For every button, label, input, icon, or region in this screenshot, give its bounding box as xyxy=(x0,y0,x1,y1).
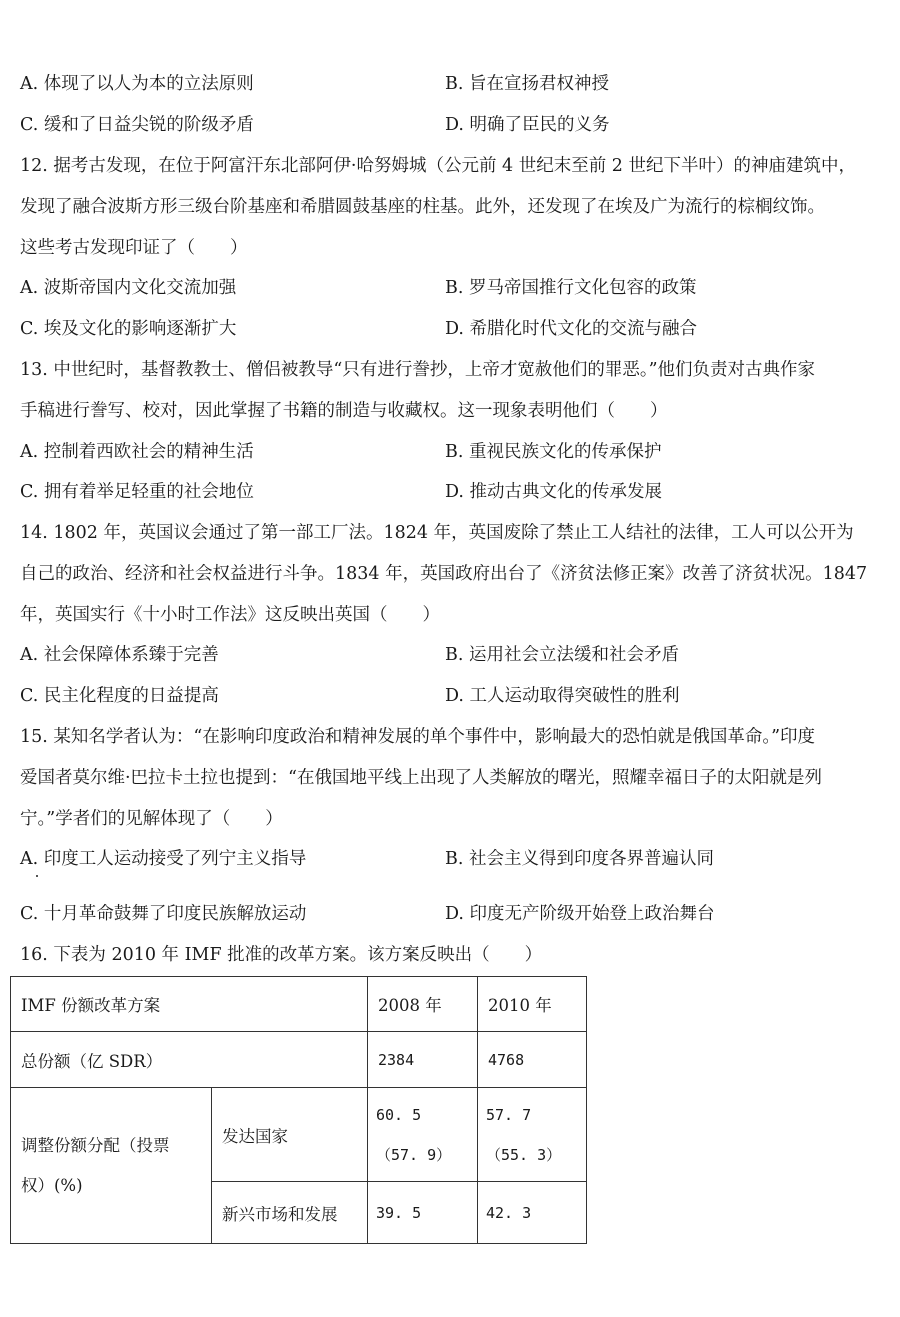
q13-stem-line1: 13. 中世纪时，基督教教士、僧侣被教导“只有进行誊抄，上帝才宽赦他们的罪恶。”他们负责对古典作家 xyxy=(20,360,816,380)
table-row xyxy=(11,1032,587,1088)
q11-option-c: C. 缓和了日益尖锐的阶级矛盾 xyxy=(20,115,254,135)
q14-stem-line1: 14. 1802 年，英国议会通过了第一部工厂法。1824 年，英国废除了禁止工人结社的法律，工人可以公开为 xyxy=(20,523,854,543)
q16-stem-line1: 16. 下表为 2010 年 IMF 批准的改革方案。该方案反映出（ ） xyxy=(20,945,543,965)
q11-option-d: D. 明确了臣民的义务 xyxy=(445,115,610,135)
q12-option-c: C. 埃及文化的影响逐渐扩大 xyxy=(20,319,237,339)
developed-2010-quota: 57. 7 xyxy=(486,1105,532,1124)
q13-stem-line2: 手稿进行誊写、校对，因此掌握了书籍的制造与收藏权。这一现象表明他们（ ） xyxy=(20,401,668,421)
q14-option-d: D. 工人运动取得突破性的胜利 xyxy=(445,686,680,706)
q15-stem-line2: 爱国者莫尔维·巴拉卡土拉也提到：“在俄国地平线上出现了人类解放的曙光，照耀幸福日子的太阳就是列 xyxy=(20,768,823,788)
stray-dot xyxy=(36,875,38,877)
q11-option-b: B. 旨在宣扬君权神授 xyxy=(445,74,609,94)
q11-option-a: A. 体现了以人为本的立法原则 xyxy=(20,74,254,94)
table-cell-developed-2008 xyxy=(368,1088,478,1182)
q12-stem-line3: 这些考古发现印证了（ ） xyxy=(20,238,248,258)
table-cell-total-2010: 4768 xyxy=(478,1032,587,1088)
q12-option-b: B. 罗马帝国推行文化包容的政策 xyxy=(445,278,697,298)
q12-option-d: D. 希腊化时代文化的交流与融合 xyxy=(445,319,698,339)
q12-stem-line1: 12. 据考古发现，在位于阿富汗东北部阿伊·哈努姆城（公元前 4 世纪末至前 2 世纪下半叶）的神庙建筑中， xyxy=(20,156,856,176)
q13-option-b: B. 重视民族文化的传承保护 xyxy=(445,442,662,462)
table-cell-emerging-2008: 39. 5 xyxy=(368,1182,478,1244)
q15-option-d: D. 印度无产阶级开始登上政治舞台 xyxy=(445,904,715,924)
q12-option-a: A. 波斯帝国内文化交流加强 xyxy=(20,278,237,298)
table-cell-developed-2010 xyxy=(478,1088,587,1182)
developed-2008-quota: 60. 5 xyxy=(376,1105,422,1124)
table-header-2008: 2008 年 xyxy=(368,977,478,1032)
q14-option-a: A. 社会保障体系臻于完善 xyxy=(20,645,219,665)
table-cell-emerging-2010: 42. 3 xyxy=(478,1182,587,1244)
q13-option-d: D. 推动古典文化的传承发展 xyxy=(445,482,663,502)
table-cell-total-label: 总份额（亿 SDR） xyxy=(11,1032,368,1088)
q14-option-c: C. 民主化程度的日益提高 xyxy=(20,686,219,706)
q15-option-b: B. 社会主义得到印度各界普遍认同 xyxy=(445,849,714,869)
q15-stem-line1: 15. 某知名学者认为：“在影响印度政治和精神发展的单个事件中，影响最大的恐怕就是俄国革命。”印度 xyxy=(20,727,816,747)
adjust-label-line1: 调整份额分配（投票 xyxy=(21,1135,170,1155)
adjust-label-line2: 权）(%) xyxy=(21,1175,83,1195)
table-cell-adjust-label xyxy=(11,1088,212,1244)
q14-stem-line3: 年，英国实行《十小时工作法》这反映出英国（ ） xyxy=(20,605,440,625)
table-cell-developed-label: 发达国家 xyxy=(212,1088,368,1182)
q12-stem-line2: 发现了融合波斯方形三级台阶基座和希腊圆鼓基座的柱基。此外，还发现了在埃及广为流行的棕榈纹饰。 xyxy=(20,197,825,217)
q15-option-c: C. 十月革命鼓舞了印度民族解放运动 xyxy=(20,904,307,924)
developed-2010-vote: （55. 3） xyxy=(486,1145,562,1164)
table-header-scheme: IMF 份额改革方案 xyxy=(11,977,368,1032)
table-cell-total-2008: 2384 xyxy=(368,1032,478,1088)
q15-option-a: A. 印度工人运动接受了列宁主义指导 xyxy=(20,849,307,869)
table-header-2010: 2010 年 xyxy=(478,977,587,1032)
q14-stem-line2: 自己的政治、经济和社会权益进行斗争。1834 年，英国政府出台了《济贫法修正案》改善了济贫状况。1847 xyxy=(20,564,868,584)
q14-option-b: B. 运用社会立法缓和社会矛盾 xyxy=(445,645,679,665)
q13-option-a: A. 控制着西欧社会的精神生活 xyxy=(20,442,254,462)
table-row xyxy=(11,1088,587,1182)
table-cell-emerging-label: 新兴市场和发展 xyxy=(212,1182,368,1244)
imf-quota-table xyxy=(10,976,587,1244)
q13-option-c: C. 拥有着举足轻重的社会地位 xyxy=(20,482,254,502)
developed-2008-vote: （57. 9） xyxy=(376,1145,452,1164)
q15-stem-line3: 宁。”学者们的见解体现了（ ） xyxy=(20,809,283,829)
table-row xyxy=(11,977,587,1032)
